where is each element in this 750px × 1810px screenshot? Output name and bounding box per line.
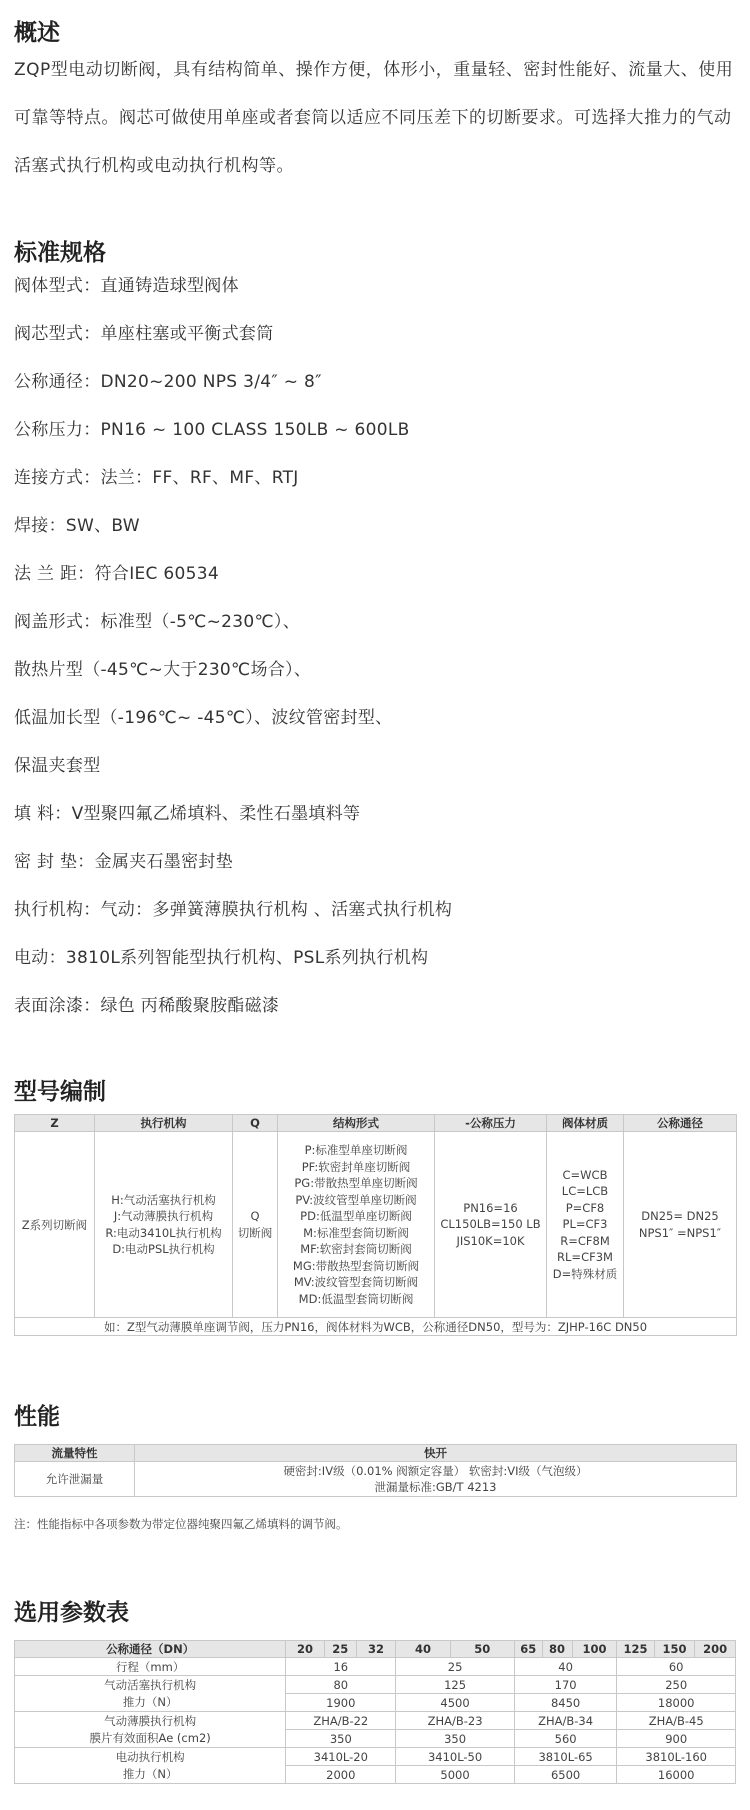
spec-line: 公称压力：PN16 ~ 100 CLASS 150LB ~ 600LB — [14, 420, 410, 440]
table-cell: 125 — [396, 1676, 515, 1694]
table-cell: 3810L-160 — [617, 1748, 736, 1766]
model-z-cell: Z系列切断阀 — [15, 1132, 95, 1318]
model-header-actuator: 执行机构 — [95, 1115, 233, 1132]
table-cell: 80 — [286, 1676, 396, 1694]
list-item: J:气动薄膜执行机构 — [113, 1209, 214, 1223]
table-cell: 350 — [396, 1730, 515, 1748]
list-item: LC=LCB — [561, 1184, 609, 1199]
list-item: RL=CF3M — [557, 1250, 613, 1265]
list-item: Q — [250, 1209, 260, 1223]
table-cell: ZHA/B-23 — [396, 1712, 515, 1730]
list-item: C=WCB — [562, 1167, 608, 1182]
specs-list — [14, 262, 736, 1030]
performance-table — [14, 1444, 737, 1497]
model-header-material: 阀体材质 — [547, 1115, 624, 1132]
list-item: 气动薄膜执行机构 — [104, 1714, 197, 1728]
table-cell: 3410L-20 — [286, 1748, 396, 1766]
model-header-q: Q — [233, 1115, 278, 1132]
model-q-cell — [233, 1132, 278, 1318]
model-header-structure: 结构形式 — [278, 1115, 435, 1132]
list-item: PF:软密封单座切断阀 — [301, 1159, 411, 1174]
table-cell: 40 — [514, 1658, 617, 1676]
dn-cell: 32 — [356, 1641, 396, 1658]
model-diameter-cell — [624, 1132, 737, 1318]
list-item: 切断阀 — [237, 1225, 273, 1240]
performance-title: 性能 — [14, 1404, 60, 1430]
spec-line: 电动：3810L系列智能型执行机构、PSL系列执行机构 — [14, 948, 429, 968]
table-cell: 350 — [286, 1730, 396, 1748]
model-structure-cell — [278, 1132, 435, 1318]
dn-cell: 65 — [514, 1641, 542, 1658]
spec-line: 执行机构：气动：多弹簧薄膜执行机构 、活塞式执行机构 — [14, 900, 453, 920]
list-item: JIS10K=10K — [456, 1233, 525, 1248]
overview-paragraph: ZQP型电动切断阀，具有结构简单、操作方便，体形小，重量轻、密封性能好、流量大、使用可靠等特点。阀芯可做使用单座或者套筒以适应不同压差下的切断要求。可选择大推力的气动活塞式执行机构或电动执行机构等。 — [14, 60, 734, 176]
performance-row-label: 允许泄漏量 — [15, 1462, 135, 1497]
model-pressure-cell — [435, 1132, 547, 1318]
model-example: 如：Z型气动薄膜单座调节阀，压力PN16，阀体材料为WCB，公称通径DN50，型号为：ZJHP-16C DN50 — [15, 1318, 737, 1336]
model-actuator-cell — [95, 1132, 233, 1318]
dn-cell: 25 — [324, 1641, 356, 1658]
table-cell: 16 — [286, 1658, 396, 1676]
dn-cell: 150 — [654, 1641, 695, 1658]
list-item: MF:软密封套筒切断阀 — [300, 1242, 412, 1256]
table-cell: 60 — [617, 1658, 736, 1676]
electric-label — [15, 1748, 286, 1784]
list-item: PG:带散热型单座切断阀 — [294, 1176, 418, 1190]
spec-line: 表面涂漆：绿色 丙稀酸聚胺酯磁漆 — [14, 996, 280, 1016]
list-item: 泄漏量标准:GB/T 4213 — [374, 1480, 497, 1494]
list-item: M:标准型套筒切断阀 — [303, 1225, 409, 1240]
dn-cell: 50 — [450, 1641, 514, 1658]
list-item: P=CF8 — [565, 1200, 605, 1215]
list-item: PD:低温型单座切断阀 — [300, 1209, 412, 1223]
specs-title: 标准规格 — [14, 240, 106, 266]
table-cell: 4500 — [396, 1694, 515, 1712]
table-cell: 250 — [617, 1676, 736, 1694]
stroke-label: 行程（mm） — [15, 1658, 286, 1676]
table-cell: 170 — [514, 1676, 617, 1694]
dn-cell: 20 — [286, 1641, 324, 1658]
list-item: 推力（N） — [122, 1766, 178, 1781]
table-cell: 3810L-65 — [514, 1748, 617, 1766]
table-cell: 2000 — [286, 1766, 396, 1784]
performance-header-flow: 流量特性 — [15, 1445, 135, 1462]
table-cell: 16000 — [617, 1766, 736, 1784]
diaphragm-label — [15, 1712, 286, 1748]
performance-row-value — [135, 1462, 737, 1497]
list-item: D=特殊材质 — [552, 1266, 618, 1281]
model-header-pressure: -公称压力 — [435, 1115, 547, 1132]
table-cell: 3410L-50 — [396, 1748, 515, 1766]
model-table — [14, 1114, 737, 1336]
list-item: R:电动3410L执行机构 — [105, 1225, 222, 1240]
spec-line: 阀盖形式：标准型（-5℃~230℃）、 — [14, 612, 301, 632]
dn-cell: 100 — [572, 1641, 617, 1658]
selection-title: 选用参数表 — [14, 1600, 129, 1626]
model-material-cell — [547, 1132, 624, 1318]
table-cell: ZHA/B-22 — [286, 1712, 396, 1730]
table-cell: ZHA/B-45 — [617, 1712, 736, 1730]
spec-line: 公称通径：DN20~200 NPS 3/4″ ~ 8″ — [14, 372, 322, 392]
list-item: PL=CF3 — [562, 1217, 608, 1232]
dn-cell: 125 — [617, 1641, 654, 1658]
dn-cell: 200 — [695, 1641, 736, 1658]
table-cell: 560 — [514, 1730, 617, 1748]
table-cell: ZHA/B-34 — [514, 1712, 617, 1730]
performance-note: 注：性能指标中各项参数为带定位器纯聚四氟乙烯填料的调节阀。 — [14, 1517, 348, 1531]
list-item: P:标准型单座切断阀 — [304, 1143, 408, 1157]
spec-line: 密 封 垫：金属夹石墨密封垫 — [14, 852, 234, 872]
model-title: 型号编制 — [14, 1079, 106, 1105]
list-item: DN25= DN25 — [641, 1209, 719, 1223]
list-item: 气动活塞执行机构 — [104, 1678, 197, 1692]
table-cell: 8450 — [514, 1694, 617, 1712]
table-cell: 5000 — [396, 1766, 515, 1784]
model-header-z: Z — [15, 1115, 95, 1132]
model-header-diameter: 公称通径 — [624, 1115, 737, 1132]
overview-title: 概述 — [14, 20, 60, 46]
list-item: D:电动PSL执行机构 — [112, 1242, 215, 1256]
spec-line: 焊接：SW、BW — [14, 516, 140, 536]
list-item: PV:波纹管型单座切断阀 — [295, 1192, 417, 1207]
list-item: MD:低温型套筒切断阀 — [298, 1291, 414, 1306]
list-item: MG:带散热型套筒切断阀 — [292, 1258, 420, 1273]
list-item: PN16=16 — [463, 1200, 518, 1215]
spec-line: 法 兰 距：符合IEC 60534 — [14, 564, 220, 584]
table-cell: 25 — [396, 1658, 515, 1676]
performance-header-quick: 快开 — [135, 1445, 737, 1462]
list-item: R=CF8M — [560, 1233, 610, 1248]
table-cell: 18000 — [617, 1694, 736, 1712]
table-cell: 1900 — [286, 1694, 396, 1712]
selection-header-label: 公称通径（DN） — [15, 1641, 286, 1658]
list-item: 电动执行机构 — [115, 1750, 185, 1764]
spec-line: 阀体型式：直通铸造球型阀体 — [14, 276, 239, 296]
selection-table — [14, 1640, 736, 1784]
dn-cell: 40 — [396, 1641, 450, 1658]
list-item: 硬密封:IV级（0.01% 阀额定容量） 软密封:VI级（气泡级） — [283, 1463, 588, 1478]
list-item: 推力（N） — [122, 1694, 178, 1709]
list-item: NPS1″ =NPS1″ — [638, 1225, 722, 1240]
list-item: CL150LB=150 LB — [440, 1217, 541, 1232]
list-item: 膜片有效面积Ae (cm2) — [89, 1730, 211, 1745]
spec-line: 散热片型（-45℃~大于230℃场合）、 — [14, 660, 312, 680]
dn-cell: 80 — [542, 1641, 572, 1658]
table-cell: 6500 — [514, 1766, 617, 1784]
spec-line: 保温夹套型 — [14, 756, 101, 776]
spec-line: 填 料：V型聚四氟乙烯填料、柔性石墨填料等 — [14, 804, 361, 824]
spec-line: 低温加长型（-196℃~ -45℃）、波纹管密封型、 — [14, 708, 393, 728]
list-item: H:气动活塞执行机构 — [111, 1192, 216, 1207]
piston-label — [15, 1676, 286, 1712]
table-cell: 900 — [617, 1730, 736, 1748]
spec-line: 阀芯型式：单座柱塞或平衡式套筒 — [14, 324, 274, 344]
list-item: MV:波纹管型套筒切断阀 — [293, 1275, 419, 1289]
spec-line: 连接方式：法兰：FF、RF、MF、RTJ — [14, 468, 299, 488]
